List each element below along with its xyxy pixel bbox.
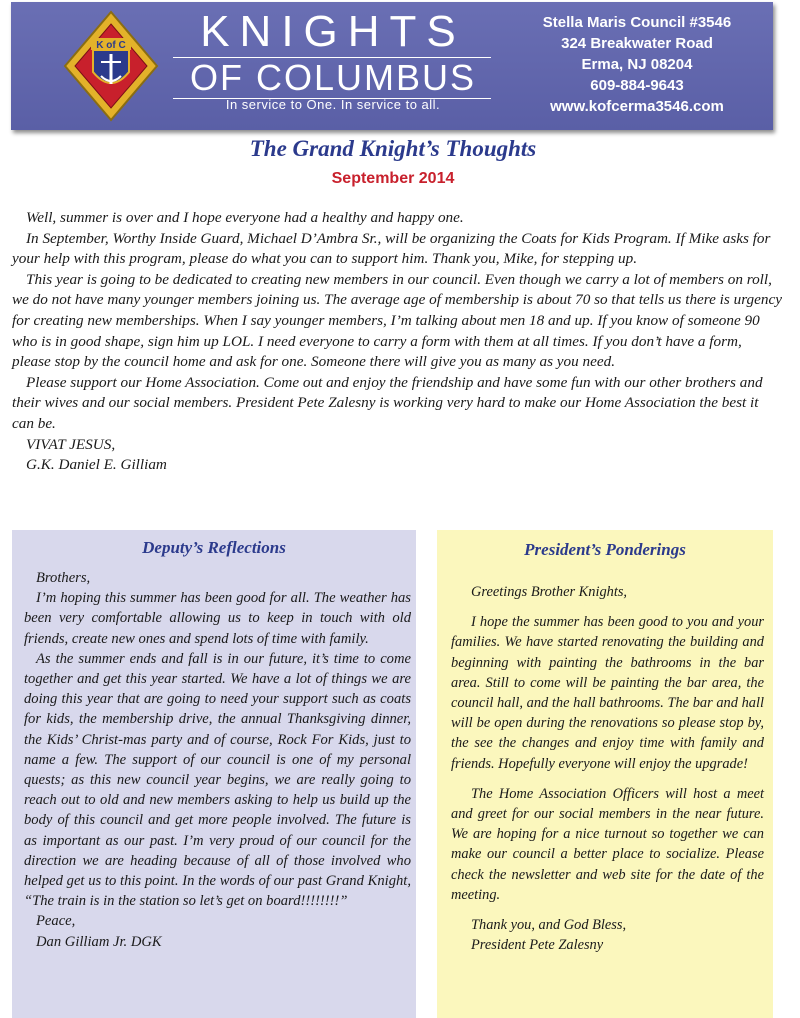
knights-of-columbus-emblem-icon bbox=[63, 10, 159, 122]
article-paragraph: Please support our Home Association. Come out and enjoy the friendship and have some fun with our other brothers and their wives and our social members. President Pete Zalesny is working very hard to make our Home Association the best it can be. bbox=[12, 373, 763, 432]
deputy-signature: Dan Gilliam Jr. DGK bbox=[36, 933, 162, 950]
deputy-paragraph: As the summer ends and fall is in our future, it’s time to come together and get this year started. We have a lot of things we are doing this year that are going to need your support such as coats for kids, the membership drive, the annual Thanksgiving dinner, the Kids’ Christ-mas party and of course, Rock For Kids, just to name a few. The support of our council is one of my personal quests; as this new council year begins, we are really going to reach out to old and new members asking to help us build up the body of this council and get more people involved. The future is as important as our past. I’m very proud of our council for the direction we are heading because of all of those involved who helped get us to this point. In the words of our past Grand Knight, “The train is in the station so let’s get on board!!!!!!!!” bbox=[24, 650, 411, 910]
president-greeting: Greetings Brother Knights, bbox=[471, 584, 628, 600]
article-date: September 2014 bbox=[331, 170, 455, 187]
deputy-greeting: Brothers, bbox=[36, 570, 91, 586]
article-signature: G.K. Daniel E. Gilliam bbox=[26, 456, 167, 474]
header-banner bbox=[11, 2, 773, 130]
website-link[interactable]: www.kofcerma3546.com bbox=[550, 98, 724, 115]
deputy-reflections-box bbox=[12, 530, 416, 1018]
president-closing: Thank you, and God Bless, bbox=[471, 917, 627, 934]
article-paragraph: Well, summer is over and I hope everyone had a healthy and happy one. bbox=[26, 209, 464, 226]
president-paragraph: The Home Association Officers will host a meet and greet for our social members in the near future. We are hoping for a nice turnout so together we can make our council a better place to socialize. Please check the newsletter and web site for the date of the meeting. bbox=[451, 785, 764, 903]
deputy-closing: Peace, bbox=[36, 913, 76, 930]
emblem-lettering: K of C bbox=[96, 40, 126, 51]
deputy-body bbox=[24, 568, 411, 952]
motto: In service to One. In service to all. bbox=[225, 97, 441, 112]
article-closing: VIVAT JESUS, bbox=[26, 435, 116, 453]
city-address: Erma, NJ 08204 bbox=[581, 56, 693, 73]
president-signature: President Pete Zalesny bbox=[471, 937, 604, 954]
title-knights: KNIGHTS bbox=[200, 7, 466, 56]
president-ponderings-box bbox=[437, 530, 773, 1018]
grand-knight-article bbox=[12, 208, 784, 476]
article-paragraph: This year is going to be dedicated to creating new members in our council. Even though we carry a lot of members on roll, we do not have many younger members joining us. The average age of membership is about 70 so that tells us there is urgency for creating new memberships. When I say younger members, I’m talking about men 18 and up. If you know of someone 90 who is in good shape, sign him up LOL. I need everyone to carry a form with them at all times. If you don’t have a form, please stop by the council home and ask for one. Someone there will give you as many as you need. bbox=[12, 270, 782, 371]
deputy-paragraph: I’m hoping this summer has been good for all. The weather has been very comfortable allowing us to keep in touch with old friends, create new ones and spend lots of time with family. bbox=[24, 590, 411, 647]
title-of-columbus: OF COLUMBUS bbox=[189, 57, 477, 98]
contact-block bbox=[519, 12, 755, 117]
president-paragraph: I hope the summer has been good to you and your families. We have started renovating the building and beginning with painting the bathrooms in the bar area. Still to come will be painting the bar area, the council hall, and the hall bathrooms. The bar and hall will be open during the renovations so please stop by, the see the changes and enjoy time with family and friends. Hopefully everyone will enjoy the upgrade! bbox=[451, 614, 764, 772]
street-address: 324 Breakwater Road bbox=[561, 35, 713, 52]
president-title: President’s Ponderings bbox=[524, 540, 686, 559]
president-body bbox=[451, 582, 764, 955]
council-name: Stella Maris Council #3546 bbox=[542, 14, 732, 31]
deputy-title: Deputy’s Reflections bbox=[142, 538, 286, 557]
article-title: The Grand Knight’s Thoughts bbox=[249, 136, 537, 161]
article-paragraph: In September, Worthy Inside Guard, Michael D’Ambra Sr., will be organizing the Coats for Kids Program. If Mike asks for your help with this program, please do what you can to support him. Thank you, Mike, for stepping up. bbox=[12, 229, 771, 268]
phone-number: 609-884-9643 bbox=[590, 77, 684, 94]
